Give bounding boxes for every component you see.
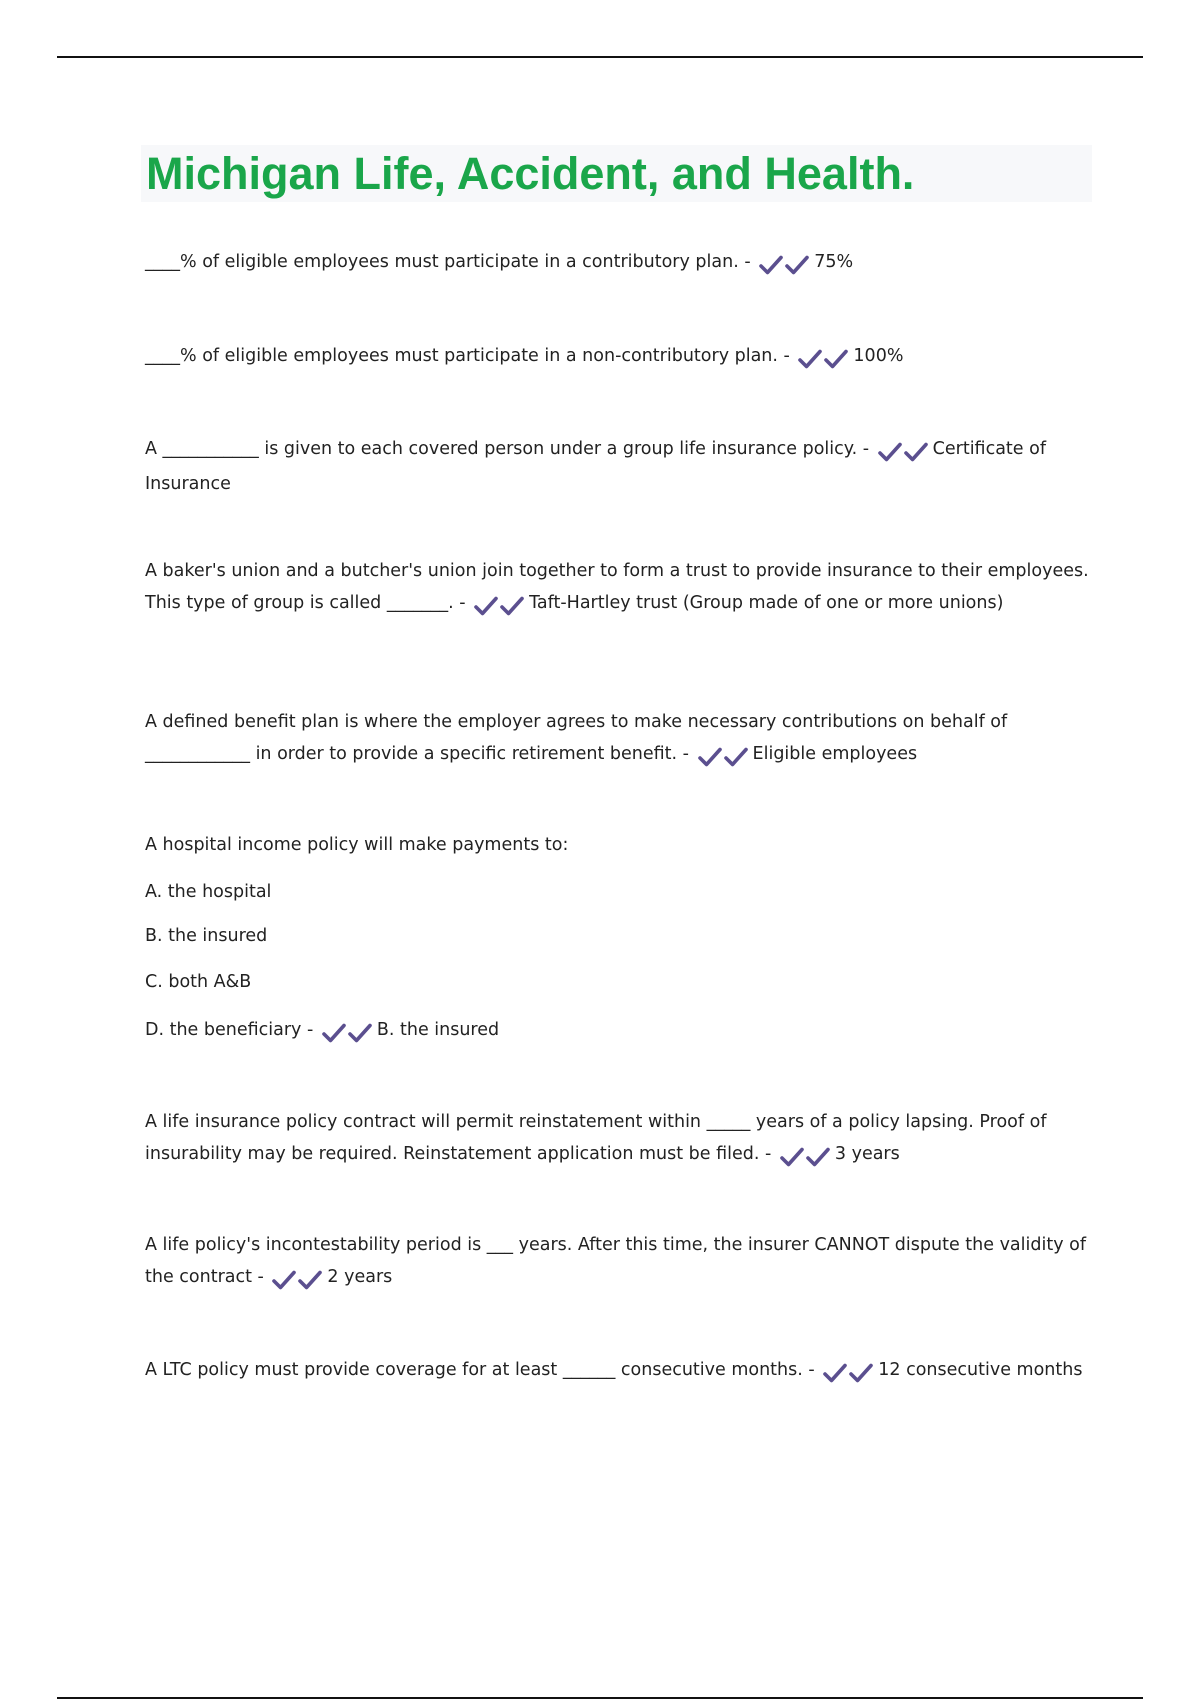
checkmark-icon: [822, 1362, 848, 1384]
checkmark-icon: [697, 746, 723, 768]
answer-text: Taft-Hartley trust (Group made of one or more unions): [529, 593, 1004, 613]
checkmark-icon: [805, 1146, 831, 1168]
qa-item-2: [145, 340, 1090, 375]
checkmark-icon: [784, 254, 810, 276]
answer-text: 12 consecutive months: [878, 1360, 1083, 1380]
double-checkmark-icon: [321, 1017, 373, 1049]
qa-item-6-question: A hospital income policy will make payments to:: [145, 835, 569, 855]
double-checkmark-icon: [697, 741, 749, 773]
question-text: A LTC policy must provide coverage for at least ______ consecutive months.: [145, 1360, 803, 1380]
top-rule: [57, 56, 1143, 58]
option-c: C. both A&B: [145, 972, 252, 992]
question-text: A life insurance policy contract will permit reinstatement within _____ years of a policy lapsing. Proof of insurability may be required. Reinstatement application must be filed.: [145, 1112, 1047, 1164]
double-checkmark-icon: [779, 1141, 831, 1173]
separator: -: [857, 439, 875, 459]
answer-text: 75%: [814, 252, 854, 272]
checkmark-icon: [779, 1146, 805, 1168]
option-b: B. the insured: [145, 926, 268, 946]
page-title: Michigan Life, Accident, and Health.: [146, 148, 915, 199]
qa-item-5: [145, 706, 1090, 773]
qa-item-8: [145, 1229, 1090, 1296]
question-text: ____% of eligible employees must participate in a non-contributory plan.: [145, 346, 778, 366]
qa-item-7: [145, 1106, 1090, 1173]
separator: -: [759, 1144, 777, 1164]
double-checkmark-icon: [877, 436, 929, 468]
double-checkmark-icon: [473, 590, 525, 622]
question-text: A life policy's incontestability period is ___ years. After this time, the insurer CANNOT dispute the validity of the contract: [145, 1235, 1086, 1287]
checkmark-icon: [297, 1269, 323, 1291]
qa-item-3: [145, 433, 1090, 500]
qa-item-6-answer-line: [145, 1014, 499, 1049]
answer-text: Certificate of Insurance: [145, 439, 1046, 494]
checkmark-icon: [723, 746, 749, 768]
option-d: D. the beneficiary: [145, 1020, 302, 1040]
checkmark-icon: [347, 1022, 373, 1044]
checkmark-icon: [321, 1022, 347, 1044]
checkmark-icon: [758, 254, 784, 276]
separator: -: [777, 346, 796, 366]
checkmark-icon: [877, 441, 903, 463]
option-a: A. the hospital: [145, 882, 272, 902]
answer-text: 100%: [853, 346, 904, 366]
qa-item-9: [145, 1354, 1090, 1389]
question-text: A ___________ is given to each covered person under a group life insurance policy.: [145, 439, 858, 459]
answer-text: Eligible employees: [752, 744, 918, 764]
checkmark-icon: [797, 348, 823, 370]
double-checkmark-icon: [797, 343, 849, 375]
separator: -: [677, 744, 695, 764]
separator: -: [301, 1020, 319, 1040]
checkmark-icon: [473, 595, 499, 617]
checkmark-icon: [823, 348, 849, 370]
qa-item-1: [145, 246, 1090, 281]
question-text: ____% of eligible employees must participate in a contributory plan.: [145, 252, 739, 272]
qa-item-4: [145, 555, 1090, 622]
question-text: A baker's union and a butcher's union join together to form a trust to provide insurance to their employees. This type of group is called _______.: [145, 561, 1089, 613]
separator: -: [453, 593, 472, 613]
separator: -: [251, 1267, 270, 1287]
checkmark-icon: [499, 595, 525, 617]
checkmark-icon: [271, 1269, 297, 1291]
separator: -: [738, 252, 757, 272]
checkmark-icon: [848, 1362, 874, 1384]
double-checkmark-icon: [758, 249, 810, 281]
double-checkmark-icon: [271, 1264, 323, 1296]
question-text: A defined benefit plan is where the employer agrees to make necessary contributions on behalf of ____________ in order to provide a specific retirement benefit.: [145, 712, 1008, 764]
bottom-rule: [57, 1697, 1143, 1699]
answer-text: 2 years: [327, 1267, 393, 1287]
answer-text: B. the insured: [376, 1020, 500, 1040]
separator: -: [802, 1360, 821, 1380]
checkmark-icon: [903, 441, 929, 463]
answer-text: 3 years: [834, 1144, 900, 1164]
double-checkmark-icon: [822, 1357, 874, 1389]
